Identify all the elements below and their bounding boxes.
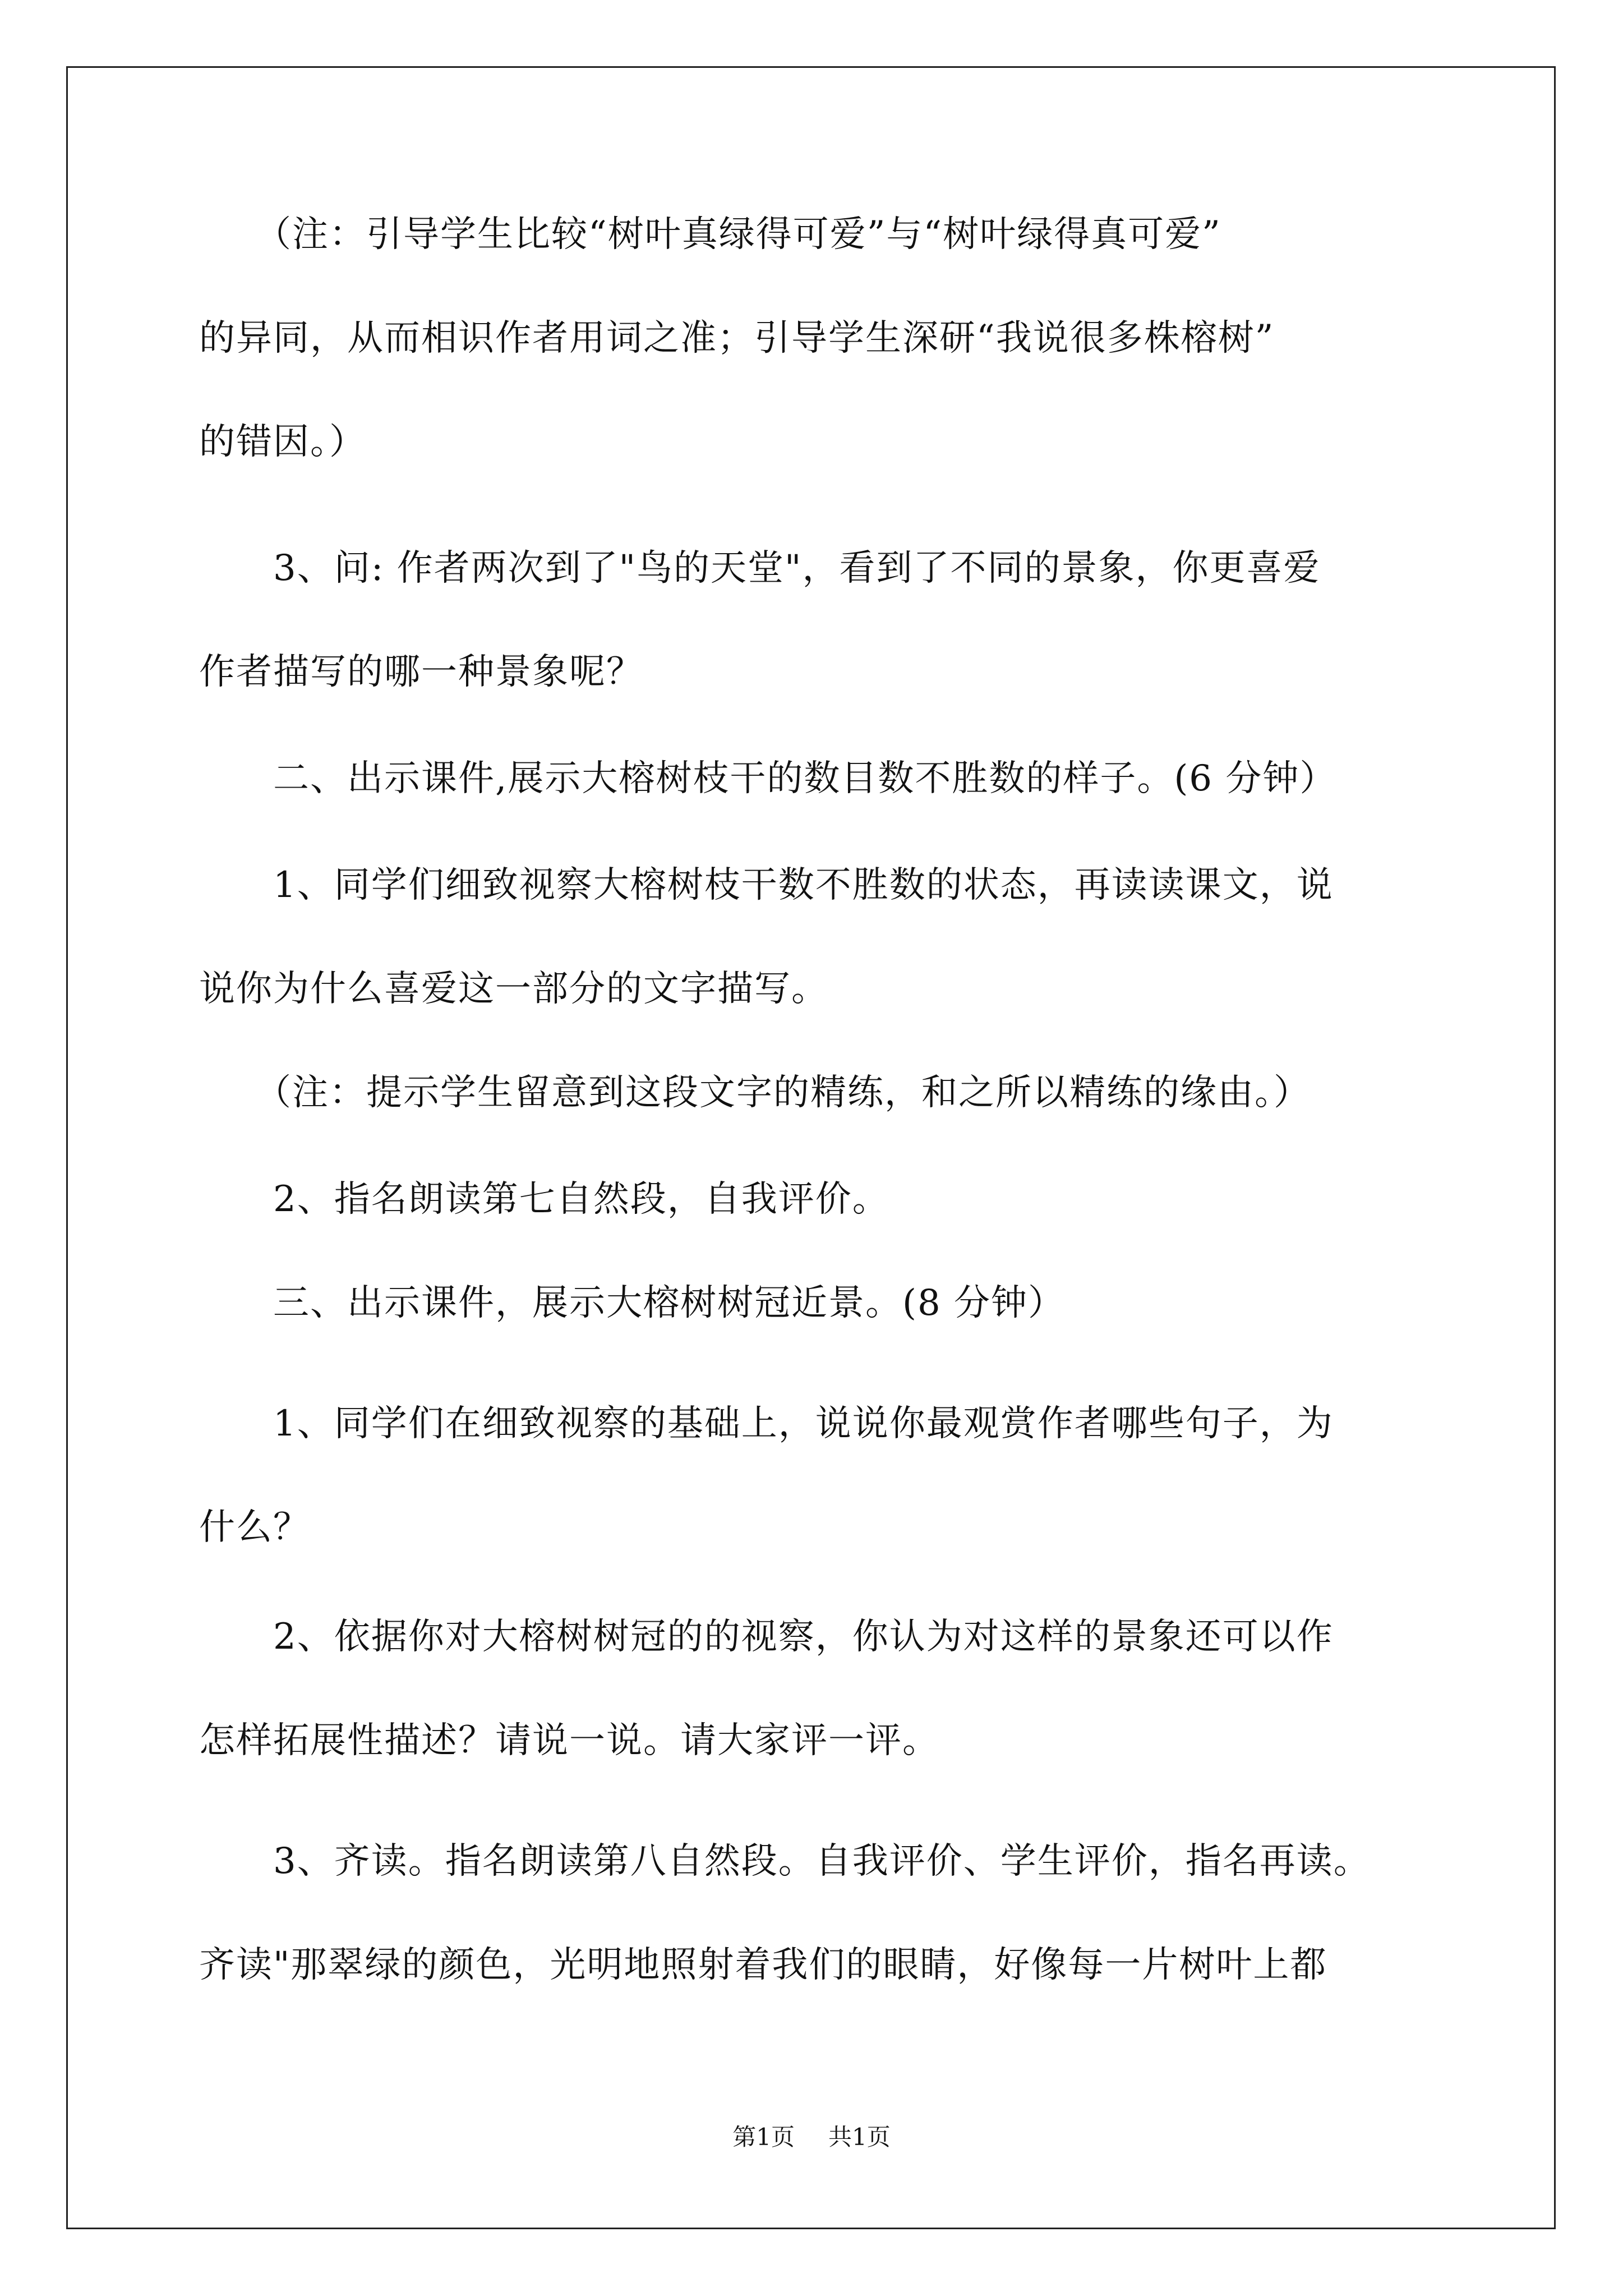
text-line-8: 说你为什么喜爱这一部分的文字描写。 <box>199 968 828 1010</box>
text-line-9: （注：提示学生留意到这段文字的精练，和之所以精练的缘由。） <box>199 1072 1311 1114</box>
page-number: 第1页 <box>732 2123 795 2151</box>
text-line-7: 1、同学们细致视察大榕树枝干数不胜数的状态，再读读课文，说 <box>199 864 1334 906</box>
text-line-13: 什么？ <box>199 1507 310 1548</box>
text-line-2: 的异同，从而相识作者用词之准；引导学生深研“我说很多株榕树” <box>199 318 1275 359</box>
text-line-4: 3、问: 作者两次到了"鸟的天堂"，看到了不同的景象，你更喜爱 <box>199 547 1321 589</box>
text-line-16: 3、齐读。指名朗读第八自然段。自我评价、学生评价，指名再读。 <box>199 1841 1371 1882</box>
page-footer <box>0 2120 1623 2154</box>
page-total: 共1页 <box>828 2123 891 2151</box>
text-line-6: 二、出示课件,展示大榕树枝干的数目数不胜数的样子。(6 分钟） <box>199 758 1337 799</box>
text-line-10: 2、指名朗读第七自然段，自我评价。 <box>199 1179 889 1220</box>
text-line-3: 的错因。） <box>199 421 366 463</box>
text-line-11: 三、出示课件，展示大榕树树冠近景。(8 分钟） <box>199 1282 1066 1324</box>
text-line-17: 齐读"那翠绿的颜色，光明地照射着我们的眼睛，好像每一片树叶上都 <box>199 1944 1327 1986</box>
text-line-14: 2、依据你对大榕树树冠的的视察，你认为对这样的景象还可以作 <box>199 1616 1334 1658</box>
text-line-1: （注：引导学生比较“树叶真绿得可爱”与“树叶绿得真可爱” <box>199 214 1221 255</box>
text-line-5: 作者描写的哪一种景象呢？ <box>199 651 643 693</box>
text-line-15: 怎样拓展性描述？请说一说。请大家评一评。 <box>199 1720 939 1761</box>
text-line-12: 1、同学们在细致视察的基础上，说说你最观赏作者哪些句子，为 <box>199 1403 1334 1444</box>
page-border <box>66 66 1556 2229</box>
